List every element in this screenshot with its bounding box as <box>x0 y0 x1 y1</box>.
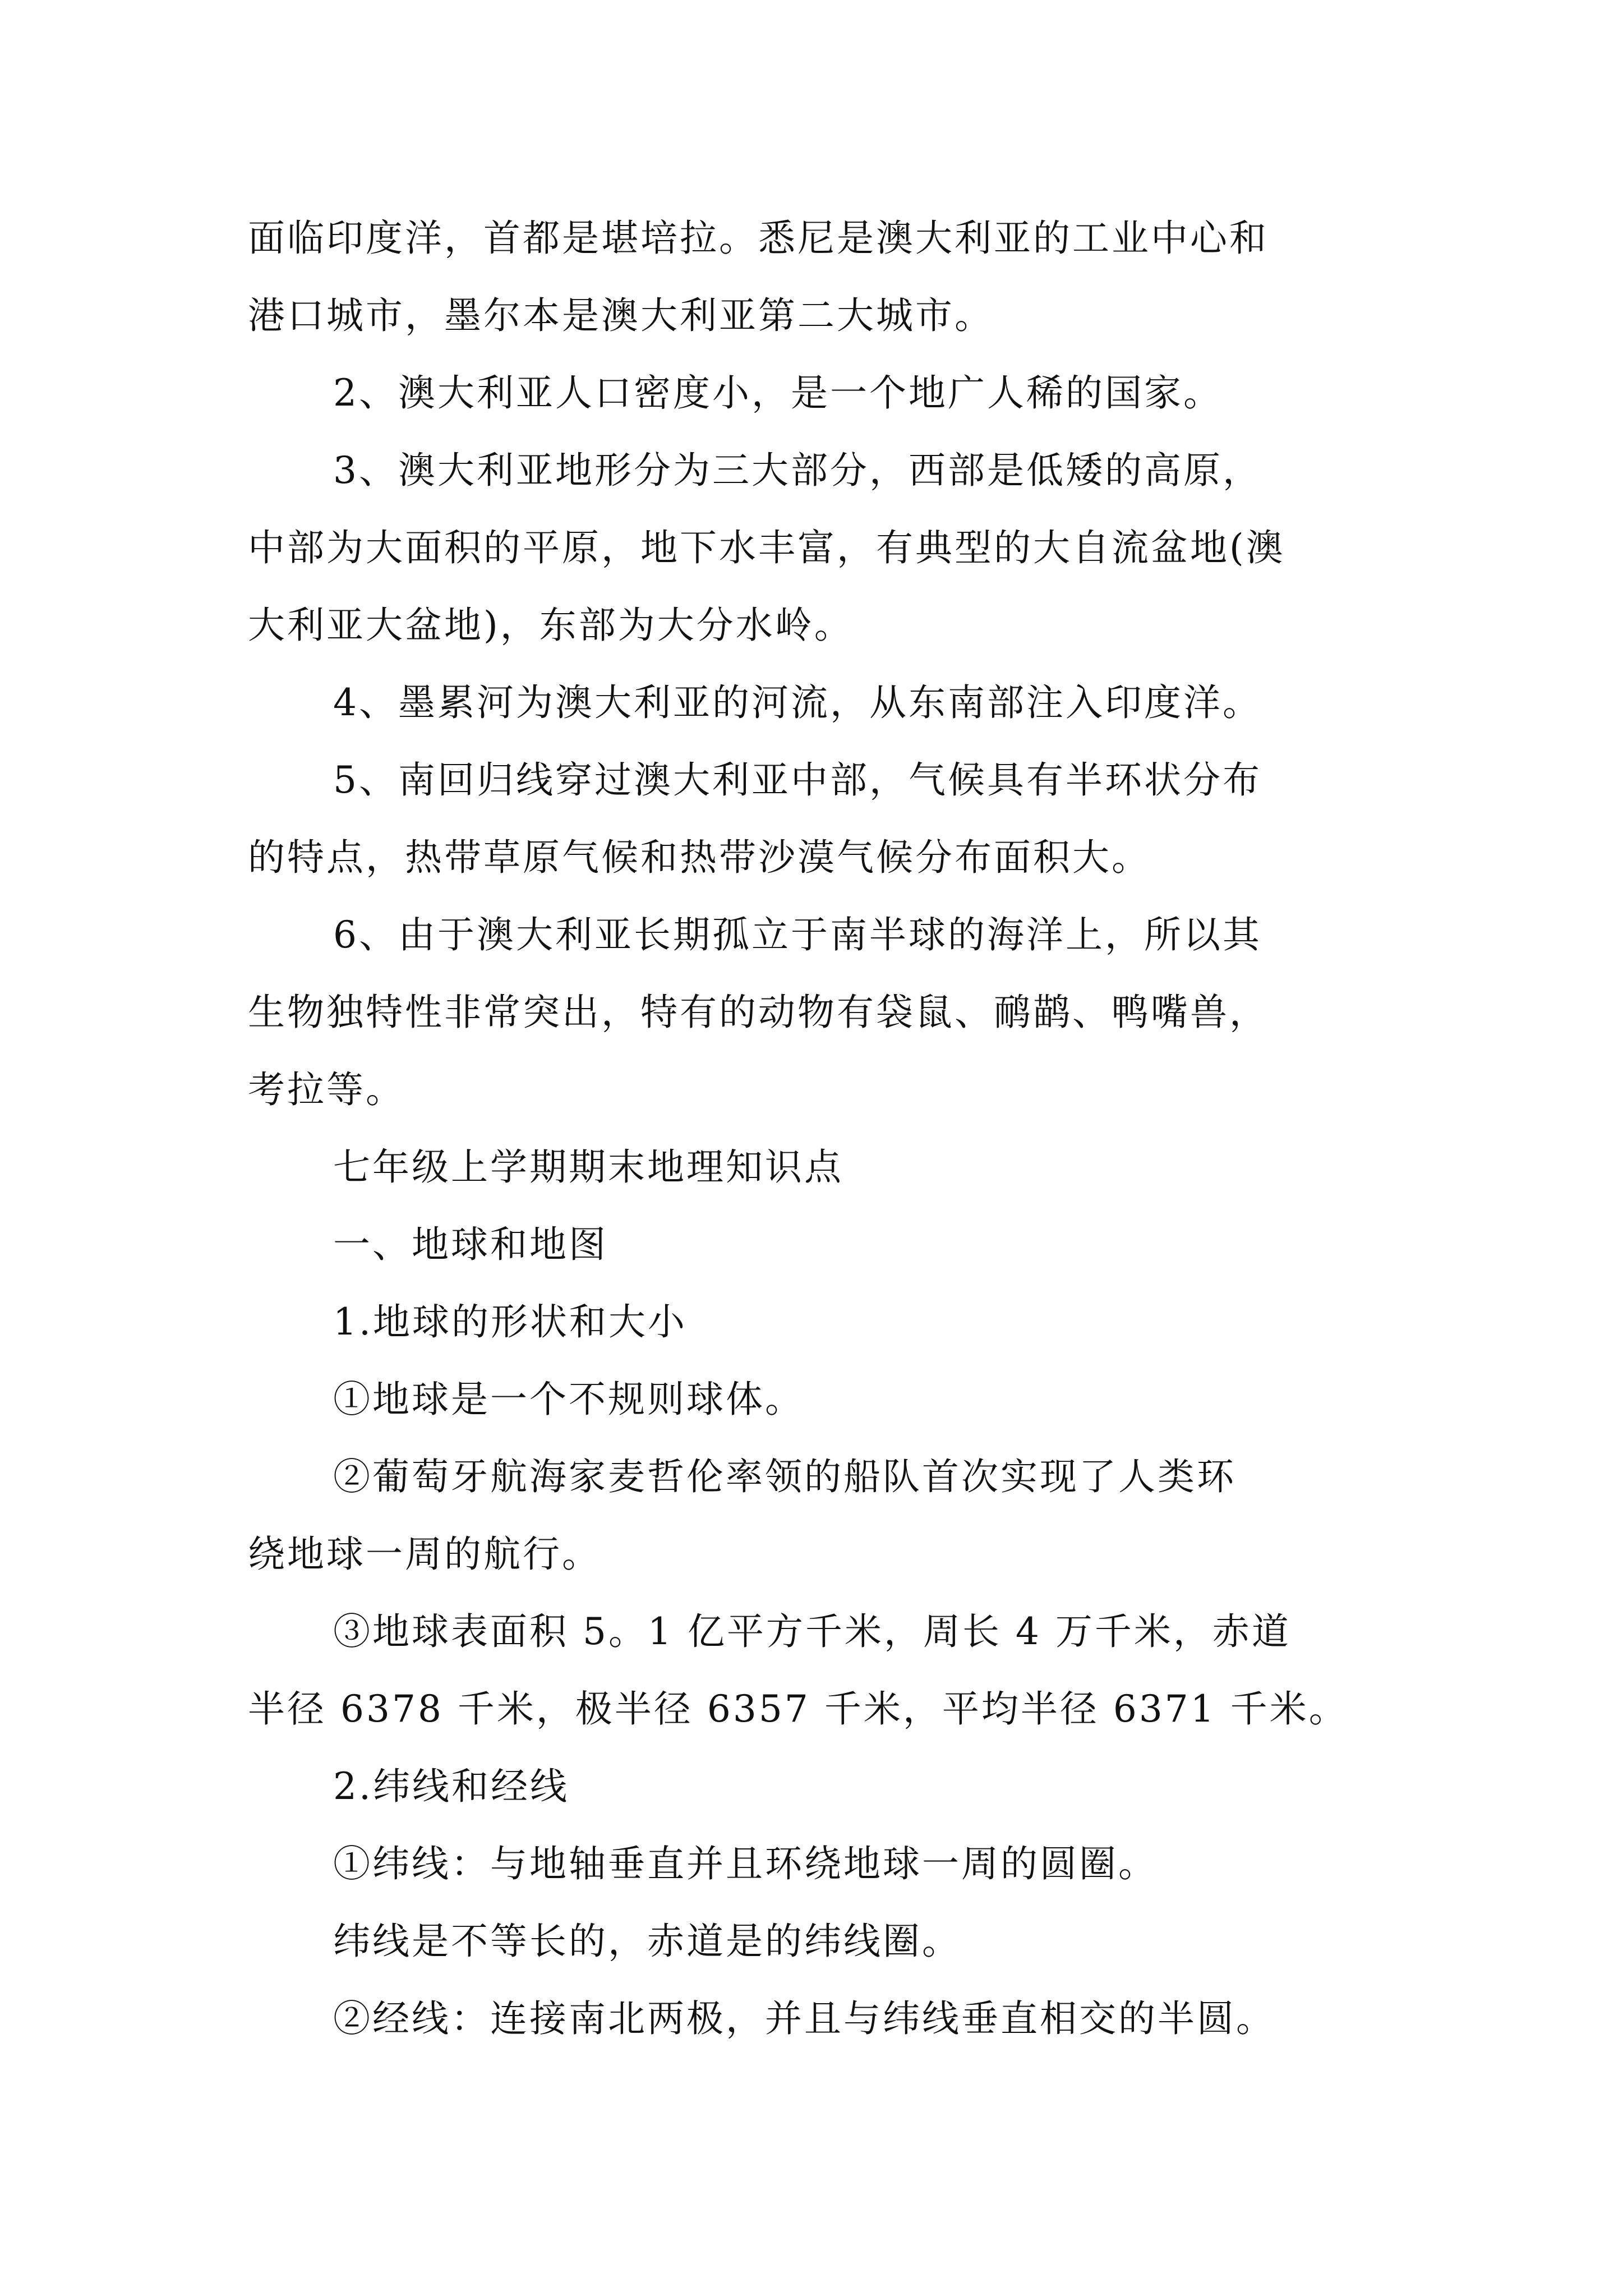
text-line: ②葡萄牙航海家麦哲伦率领的船队首次实现了人类环 <box>333 1455 1236 1498</box>
text-line: 生物独特性非常突出，特有的动物有袋鼠、鸸鹋、鸭嘴兽， <box>248 991 1269 1034</box>
text-line: 4、墨累河为澳大利亚的河流，从东南部注入印度洋。 <box>333 681 1262 724</box>
text-line: 的特点，热带草原气候和热带沙漠气候分布面积大。 <box>248 836 1151 879</box>
text-line: 纬线是不等长的，赤道是的纬线圈。 <box>333 1920 961 1963</box>
section-heading: 一、地球和地图 <box>333 1223 608 1266</box>
text-line: 3、澳大利亚地形分为三大部分，西部是低矮的高原， <box>333 449 1262 492</box>
text-line: 半径 6378 千米，极半径 6357 千米，平均半径 6371 千米。 <box>248 1687 1348 1731</box>
text-line: 中部为大面积的平原，地下水丰富，有典型的大自流盆地(澳 <box>248 526 1285 569</box>
text-line: 面临印度洋，首都是堪培拉。悉尼是澳大利亚的工业中心和 <box>248 217 1269 260</box>
text-line: 6、由于澳大利亚长期孤立于南半球的海洋上，所以其 <box>333 913 1262 956</box>
subsection-heading: 1.地球的形状和大小 <box>333 1300 687 1343</box>
section-heading: 七年级上学期期末地理知识点 <box>333 1145 843 1189</box>
subsection-heading: 2.纬线和经线 <box>333 1765 569 1808</box>
text-line: ①地球是一个不规则球体。 <box>333 1378 804 1421</box>
text-line: 绕地球一周的航行。 <box>248 1533 601 1576</box>
text-line: 大利亚大盆地)，东部为大分水岭。 <box>248 604 854 647</box>
text-line: 港口城市，墨尔本是澳大利亚第二大城市。 <box>248 294 994 337</box>
text-line: 2、澳大利亚人口密度小，是一个地广人稀的国家。 <box>333 371 1223 415</box>
text-line: ①纬线：与地轴垂直并且环绕地球一周的圆圈。 <box>333 1842 1158 1885</box>
text-line: 考拉等。 <box>248 1068 405 1111</box>
text-line: 5、南回归线穿过澳大利亚中部，气候具有半环状分布 <box>333 758 1262 802</box>
text-line: ②经线：连接南北两极，并且与纬线垂直相交的半圆。 <box>333 1997 1275 2040</box>
text-line: ③地球表面积 5。1 亿平方千米，周长 4 万千米，赤道 <box>333 1610 1291 1653</box>
